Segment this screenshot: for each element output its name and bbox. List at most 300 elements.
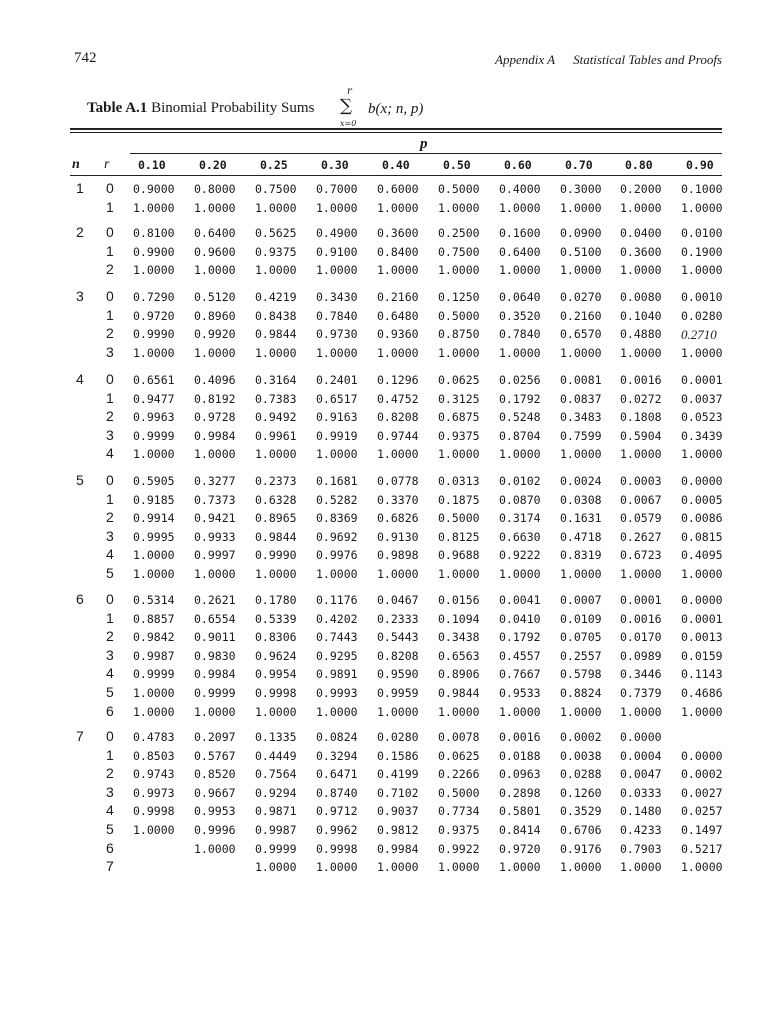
r-value: 2	[106, 261, 114, 278]
probability-cell: 0.9984	[194, 667, 236, 682]
probability-cell: 0.7290	[133, 290, 175, 304]
probability-cell: 0.9743	[133, 767, 175, 782]
r-value: 4	[106, 445, 114, 462]
probability-cell: 0.0272	[620, 391, 662, 406]
r-value: 3	[106, 426, 114, 443]
probability-cell: 1.0000	[681, 263, 723, 278]
probability-cell: 0.9891	[316, 667, 358, 682]
probability-cell: 0.0037	[681, 391, 723, 406]
probability-cell: 0.4233	[620, 823, 662, 837]
probability-cell: 0.1040	[620, 308, 662, 323]
probability-cell: 1.0000	[133, 263, 175, 278]
probability-cell: 0.2710	[681, 327, 717, 343]
probability-cell: 0.9477	[133, 391, 175, 406]
probability-cell: 0.5000	[438, 785, 480, 800]
probability-cell: 0.6723	[620, 548, 662, 563]
probability-cell: 0.0837	[560, 391, 602, 406]
probability-cell: 0.7903	[620, 841, 662, 856]
probability-cell: 0.6826	[377, 511, 419, 526]
probability-cell: 0.0257	[681, 804, 723, 819]
probability-cell: 0.2000	[620, 182, 662, 196]
probability-cell: 0.2373	[255, 474, 297, 488]
probability-cell: 0.1586	[377, 748, 419, 763]
probability-cell: 0.2898	[499, 785, 541, 800]
probability-cell: 0.4096	[194, 373, 236, 387]
p-value-header: 0.40	[382, 158, 410, 172]
r-value: 2	[106, 509, 114, 526]
probability-cell: 0.4219	[255, 290, 297, 304]
probability-cell: 0.1631	[560, 511, 602, 526]
probability-cell: 0.0288	[560, 767, 602, 782]
probability-cell: 0.0000	[681, 474, 723, 488]
probability-cell: 0.5625	[255, 226, 297, 240]
probability-cell: 0.0081	[560, 373, 602, 387]
p-value-header: 0.80	[625, 158, 653, 172]
probability-cell: 1.0000	[499, 263, 541, 278]
probability-cell: 0.3600	[377, 226, 419, 240]
probability-cell: 0.9533	[499, 686, 541, 700]
probability-cell: 0.4686	[681, 686, 723, 700]
probability-cell: 1.0000	[255, 704, 297, 719]
probability-cell: 0.7500	[255, 182, 297, 196]
r-value: 3	[106, 527, 114, 544]
r-value: 4	[106, 665, 114, 682]
probability-cell: 1.0000	[681, 704, 723, 719]
probability-cell: 0.9000	[133, 182, 175, 196]
p-value-header: 0.10	[138, 158, 166, 172]
probability-cell: 0.8503	[133, 748, 175, 763]
probability-cell: 0.4449	[255, 748, 297, 763]
probability-cell: 0.0815	[681, 529, 723, 544]
probability-cell: 1.0000	[499, 345, 541, 360]
probability-cell: 0.9360	[377, 327, 419, 342]
r-value: 1	[106, 306, 114, 323]
probability-cell: 0.6480	[377, 308, 419, 323]
probability-cell: 1.0000	[133, 200, 175, 215]
n-header: n	[72, 157, 80, 172]
probability-cell: 1.0000	[620, 860, 662, 875]
r-value: 0	[106, 180, 114, 196]
probability-cell: 1.0000	[316, 567, 358, 581]
probability-cell: 0.0080	[620, 290, 662, 304]
probability-cell: 1.0000	[316, 200, 358, 215]
probability-cell: 0.9871	[255, 804, 297, 819]
probability-cell: 0.7564	[255, 767, 297, 782]
r-value: 6	[106, 839, 114, 856]
probability-cell: 1.0000	[316, 704, 358, 719]
probability-cell: 0.6328	[255, 492, 297, 507]
probability-cell: 0.9421	[194, 511, 236, 526]
probability-cell: 0.6400	[194, 226, 236, 240]
probability-cell: 0.4000	[499, 182, 541, 196]
probability-cell: 0.2097	[194, 730, 236, 744]
probability-cell: 1.0000	[620, 263, 662, 278]
summation	[340, 86, 370, 130]
p-value-header: 0.60	[504, 158, 532, 172]
probability-cell: 0.5904	[620, 428, 662, 443]
probability-cell: 1.0000	[438, 345, 480, 360]
probability-cell: 1.0000	[377, 345, 419, 360]
probability-cell: 0.5801	[499, 804, 541, 819]
probability-cell: 1.0000	[620, 567, 662, 581]
probability-cell: 1.0000	[255, 567, 297, 581]
n-value: 2	[76, 224, 84, 240]
probability-cell: 0.8965	[255, 511, 297, 526]
r-value: 3	[106, 646, 114, 663]
r-value: 1	[106, 198, 114, 215]
probability-cell: 0.8000	[194, 182, 236, 196]
probability-cell: 0.0027	[681, 785, 723, 800]
probability-cell: 0.9999	[133, 667, 175, 682]
probability-cell: 0.2266	[438, 767, 480, 782]
probability-cell: 0.9920	[194, 327, 236, 342]
probability-cell: 1.0000	[681, 860, 723, 875]
probability-cell: 1.0000	[133, 567, 175, 581]
probability-cell: 0.9984	[194, 428, 236, 443]
probability-cell: 0.3430	[316, 290, 358, 304]
r-value: 0	[106, 591, 114, 607]
probability-cell: 0.1143	[681, 667, 723, 682]
probability-cell: 0.3529	[560, 804, 602, 819]
probability-cell: 0.5100	[560, 244, 602, 259]
probability-cell: 0.0001	[681, 611, 723, 626]
r-value: 2	[106, 628, 114, 645]
probability-cell: 0.1094	[438, 611, 480, 626]
probability-cell: 0.2333	[377, 611, 419, 626]
probability-cell: 0.0870	[499, 492, 541, 507]
probability-cell: 0.0400	[620, 226, 662, 240]
probability-cell: 0.9375	[438, 823, 480, 837]
probability-cell: 0.0041	[499, 593, 541, 607]
probability-cell: 0.6875	[438, 410, 480, 425]
probability-cell: 0.9973	[133, 785, 175, 800]
probability-cell: 0.1480	[620, 804, 662, 819]
probability-cell: 0.6400	[499, 244, 541, 259]
probability-cell: 0.6563	[438, 648, 480, 663]
probability-cell: 1.0000	[438, 704, 480, 719]
probability-cell: 0.4199	[377, 767, 419, 782]
probability-cell: 1.0000	[377, 263, 419, 278]
probability-cell: 0.0640	[499, 290, 541, 304]
probability-cell: 1.0000	[194, 263, 236, 278]
probability-function: b(x; n, p)	[368, 101, 424, 117]
probability-cell: 0.0579	[620, 511, 662, 526]
probability-cell: 0.0778	[377, 474, 419, 488]
probability-cell: 0.2500	[438, 226, 480, 240]
probability-cell: 0.3483	[560, 410, 602, 425]
probability-cell: 0.8750	[438, 327, 480, 342]
probability-cell: 0.9999	[255, 841, 297, 856]
probability-cell: 0.0100	[681, 226, 723, 240]
probability-cell: 0.0410	[499, 611, 541, 626]
p-value-header: 0.20	[199, 158, 227, 172]
probability-cell: 0.0523	[681, 410, 723, 425]
running-header-right: Statistical Tables and Proofs	[573, 52, 722, 67]
probability-cell: 1.0000	[499, 447, 541, 462]
probability-cell: 0.2160	[377, 290, 419, 304]
probability-cell: 0.0013	[681, 630, 723, 645]
r-value: 7	[106, 858, 114, 875]
probability-cell: 0.7102	[377, 785, 419, 800]
probability-cell: 0.9730	[316, 327, 358, 342]
probability-cell: 0.0705	[560, 630, 602, 645]
sigma-symbol: ∑	[340, 96, 353, 116]
probability-cell: 1.0000	[438, 567, 480, 581]
probability-cell: 0.0016	[620, 611, 662, 626]
probability-cell: 0.0010	[681, 290, 723, 304]
probability-cell: 0.9037	[377, 804, 419, 819]
probability-cell: 0.0067	[620, 492, 662, 507]
probability-cell: 1.0000	[560, 567, 602, 581]
probability-cell: 0.8857	[133, 611, 175, 626]
probability-cell: 0.0001	[681, 373, 723, 387]
probability-cell: 0.9933	[194, 529, 236, 544]
probability-cell: 0.9922	[438, 841, 480, 856]
probability-cell: 1.0000	[377, 567, 419, 581]
probability-cell: 0.9990	[255, 548, 297, 563]
probability-cell: 0.9954	[255, 667, 297, 682]
probability-cell: 0.9914	[133, 511, 175, 526]
probability-cell: 1.0000	[316, 447, 358, 462]
probability-cell: 0.9995	[133, 529, 175, 544]
probability-cell: 0.9961	[255, 428, 297, 443]
probability-cell: 0.2160	[560, 308, 602, 323]
probability-cell: 0.4783	[133, 730, 175, 744]
probability-cell: 0.9185	[133, 492, 175, 507]
probability-cell: 0.0038	[560, 748, 602, 763]
probability-cell: 0.9011	[194, 630, 236, 645]
probability-cell: 0.9959	[377, 686, 419, 700]
probability-cell: 0.9999	[133, 428, 175, 443]
probability-cell: 0.8824	[560, 686, 602, 700]
probability-cell: 0.8740	[316, 785, 358, 800]
probability-cell: 0.9667	[194, 785, 236, 800]
probability-cell: 1.0000	[377, 704, 419, 719]
probability-cell: 0.7599	[560, 428, 602, 443]
probability-cell: 0.0086	[681, 511, 723, 526]
probability-cell: 0.3520	[499, 308, 541, 323]
probability-cell: 0.5314	[133, 593, 175, 607]
probability-cell: 0.9720	[133, 308, 175, 323]
probability-cell: 0.6561	[133, 373, 175, 387]
probability-cell: 0.4900	[316, 226, 358, 240]
r-value: 1	[106, 490, 114, 507]
probability-cell: 1.0000	[255, 345, 297, 360]
probability-cell: 0.9919	[316, 428, 358, 443]
r-value: 0	[106, 728, 114, 744]
r-value: 1	[106, 746, 114, 763]
probability-cell: 0.0313	[438, 474, 480, 488]
probability-cell: 0.1176	[316, 593, 358, 607]
p-value-header: 0.90	[686, 158, 714, 172]
probability-cell: 0.0002	[560, 730, 602, 744]
probability-cell: 0.6630	[499, 529, 541, 544]
probability-cell: 0.0280	[377, 730, 419, 744]
probability-cell: 0.5000	[438, 182, 480, 196]
probability-cell: 1.0000	[194, 841, 236, 856]
r-value: 0	[106, 371, 114, 387]
probability-cell: 0.5282	[316, 492, 358, 507]
probability-cell: 0.7379	[620, 686, 662, 700]
probability-cell: 1.0000	[194, 345, 236, 360]
r-value: 1	[106, 609, 114, 626]
probability-cell: 0.7373	[194, 492, 236, 507]
probability-cell: 0.0007	[560, 593, 602, 607]
probability-cell: 0.9176	[560, 841, 602, 856]
probability-cell: 0.8369	[316, 511, 358, 526]
r-value: 0	[106, 224, 114, 240]
probability-cell: 1.0000	[133, 686, 175, 700]
probability-cell: 1.0000	[620, 447, 662, 462]
probability-cell: 0.0156	[438, 593, 480, 607]
probability-cell: 1.0000	[560, 200, 602, 215]
probability-cell: 0.8208	[377, 410, 419, 425]
n-value: 7	[76, 728, 84, 744]
probability-cell: 0.0159	[681, 648, 723, 663]
probability-cell: 1.0000	[133, 345, 175, 360]
probability-cell: 0.8306	[255, 630, 297, 645]
probability-cell: 0.8125	[438, 529, 480, 544]
probability-cell: 1.0000	[560, 263, 602, 278]
probability-cell: 0.9130	[377, 529, 419, 544]
probability-cell: 0.3000	[560, 182, 602, 196]
probability-cell: 0.8520	[194, 767, 236, 782]
probability-cell: 0.9997	[194, 548, 236, 563]
probability-cell: 0.8414	[499, 823, 541, 837]
n-value: 5	[76, 472, 84, 488]
probability-cell: 0.1681	[316, 474, 358, 488]
probability-cell: 0.8100	[133, 226, 175, 240]
probability-cell: 0.8704	[499, 428, 541, 443]
probability-cell: 1.0000	[499, 860, 541, 875]
probability-cell: 0.9222	[499, 548, 541, 563]
probability-cell: 0.7840	[316, 308, 358, 323]
p-value-header: 0.25	[260, 158, 288, 172]
r-value: 0	[106, 472, 114, 488]
probability-cell: 1.0000	[377, 200, 419, 215]
probability-cell: 1.0000	[316, 345, 358, 360]
sum-upper-limit: r	[347, 86, 352, 97]
probability-cell: 0.9163	[316, 410, 358, 425]
r-value: 4	[106, 802, 114, 819]
probability-cell: 0.6517	[316, 391, 358, 406]
p-value-header: 0.70	[565, 158, 593, 172]
probability-cell: 0.3164	[255, 373, 297, 387]
probability-cell: 1.0000	[194, 567, 236, 581]
probability-cell: 0.5905	[133, 474, 175, 488]
probability-cell: 0.0170	[620, 630, 662, 645]
probability-cell: 0.1900	[681, 244, 723, 259]
probability-cell: 1.0000	[681, 567, 723, 581]
probability-cell: 0.6471	[316, 767, 358, 782]
r-value: 3	[106, 343, 114, 360]
running-header-left: Appendix A	[495, 52, 556, 67]
probability-cell: 1.0000	[438, 447, 480, 462]
probability-cell: 0.1808	[620, 410, 662, 425]
probability-cell: 0.9294	[255, 785, 297, 800]
probability-cell: 0.3277	[194, 474, 236, 488]
r-value: 6	[106, 702, 114, 719]
probability-cell: 0.1250	[438, 290, 480, 304]
probability-cell: 0.0280	[681, 308, 723, 323]
probability-cell: 0.0001	[620, 593, 662, 607]
table-title	[87, 100, 314, 117]
probability-cell: 0.2401	[316, 373, 358, 387]
probability-cell: 0.5000	[438, 308, 480, 323]
probability-cell: 1.0000	[377, 860, 419, 875]
probability-cell: 0.5767	[194, 748, 236, 763]
probability-cell: 0.8906	[438, 667, 480, 682]
probability-cell: 0.0256	[499, 373, 541, 387]
probability-cell: 0.9375	[255, 244, 297, 259]
probability-cell: 0.9996	[194, 823, 236, 837]
probability-cell: 1.0000	[560, 447, 602, 462]
probability-cell: 0.9830	[194, 648, 236, 663]
probability-cell: 0.9844	[438, 686, 480, 700]
probability-cell: 1.0000	[194, 704, 236, 719]
probability-cell: 0.9295	[316, 648, 358, 663]
probability-cell: 0.1875	[438, 492, 480, 507]
probability-cell: 1.0000	[133, 447, 175, 462]
n-value: 4	[76, 371, 84, 387]
probability-cell: 0.0016	[499, 730, 541, 744]
probability-cell: 0.0016	[620, 373, 662, 387]
page-number: 742	[74, 50, 97, 66]
probability-cell: 0.5443	[377, 630, 419, 645]
probability-cell: 0.9999	[194, 686, 236, 700]
probability-cell: 0.7667	[499, 667, 541, 682]
probability-cell: 0.9100	[316, 244, 358, 259]
probability-cell: 0.0333	[620, 785, 662, 800]
probability-cell: 0.0102	[499, 474, 541, 488]
probability-cell: 0.3600	[620, 244, 662, 259]
probability-cell: 0.0024	[560, 474, 602, 488]
probability-cell: 0.0308	[560, 492, 602, 507]
p-value-header: 0.30	[321, 158, 349, 172]
probability-cell: 0.9953	[194, 804, 236, 819]
table-label: Table A.1	[87, 100, 148, 116]
probability-cell: 0.8438	[255, 308, 297, 323]
probability-cell: 0.9844	[255, 327, 297, 342]
top-rule-thin	[70, 132, 722, 133]
probability-cell: 1.0000	[316, 263, 358, 278]
r-value: 3	[106, 783, 114, 800]
probability-cell: 0.0467	[377, 593, 419, 607]
probability-cell: 0.0004	[620, 748, 662, 763]
probability-cell: 1.0000	[133, 548, 175, 563]
probability-cell: 0.4752	[377, 391, 419, 406]
probability-cell: 0.9900	[133, 244, 175, 259]
probability-cell: 0.6706	[560, 823, 602, 837]
probability-cell: 1.0000	[133, 704, 175, 719]
probability-cell: 0.9728	[194, 410, 236, 425]
probability-cell: 0.2627	[620, 529, 662, 544]
probability-cell: 0.0188	[499, 748, 541, 763]
probability-cell: 0.0002	[681, 767, 723, 782]
probability-cell: 1.0000	[194, 200, 236, 215]
probability-cell: 0.9993	[316, 686, 358, 700]
probability-cell: 0.3370	[377, 492, 419, 507]
probability-cell: 0.3294	[316, 748, 358, 763]
probability-cell: 0.9624	[255, 648, 297, 663]
probability-cell: 0.1792	[499, 630, 541, 645]
probability-cell: 0.6000	[377, 182, 419, 196]
probability-cell: 1.0000	[255, 200, 297, 215]
probability-cell: 0.1600	[499, 226, 541, 240]
probability-cell: 0.9600	[194, 244, 236, 259]
probability-cell: 0.0900	[560, 226, 602, 240]
probability-cell: 0.9998	[255, 686, 297, 700]
